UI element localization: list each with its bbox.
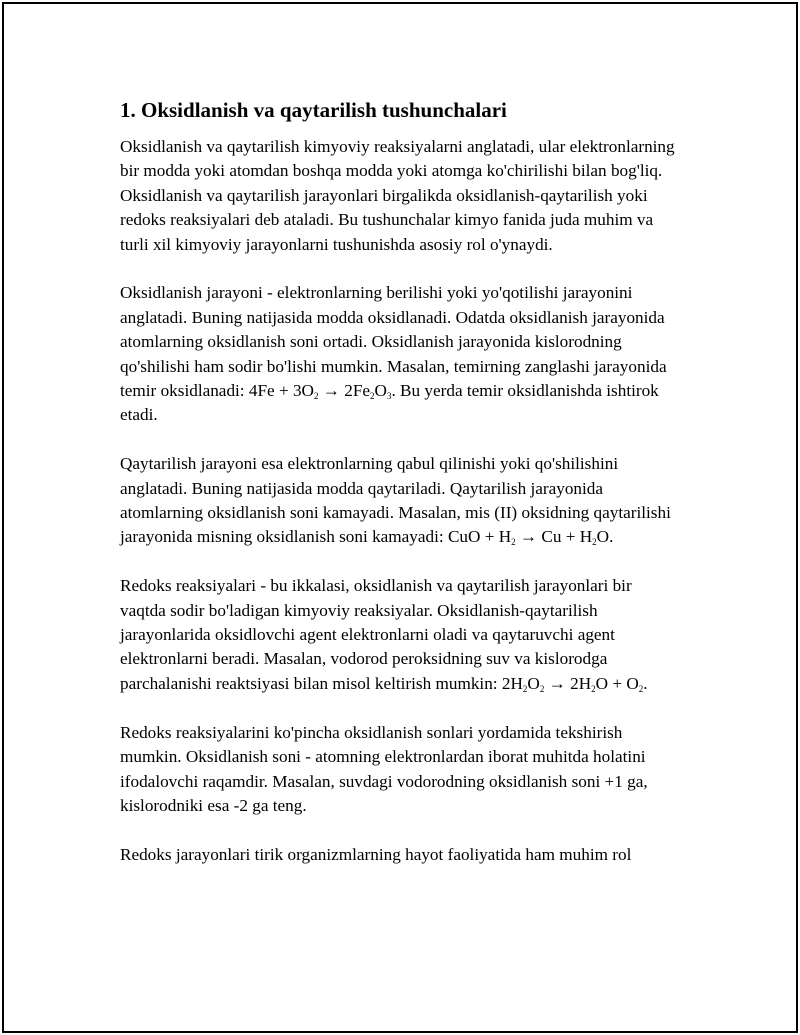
equation-part: O bbox=[527, 673, 540, 693]
paragraph-text: Oksidlanish jarayoni - elektronlarning berilishi yoki yo'qotilishi jarayonini anglatadi. Buning natijasida modda oksidlanadi. Odatda oksidlanish jarayonida atomlarning oksidlanish soni ortadi. Oksidlanish jarayonida kislorodning qo'shilishi ham sodir bo'lishi mumkin. Masalan, temirning zanglashi jarayonida temir oksidlanadi: bbox=[120, 283, 667, 401]
paragraph-oxidation bbox=[120, 281, 680, 427]
subscript: 2 bbox=[591, 683, 596, 694]
paragraph-redox bbox=[120, 574, 680, 696]
paragraph-oxidation-numbers: Redoks reaksiyalarini ko'pincha oksidlanish sonlari yordamida tekshirish mumkin. Oksidlanish soni - atomning elektronlardan iborat muhitda holatini ifodalovchi raqamdir. Masalan, suvdagi vodorodning oksidlanish soni +1 ga, kislorodniki esa -2 ga teng. bbox=[120, 722, 648, 815]
equation-part: CuO + H bbox=[447, 527, 512, 547]
subscript: 2 bbox=[522, 683, 528, 694]
paragraph-text: Qaytarilish jarayoni esa elektronlarning qabul qilinishi yoki qo'shilishini anglatadi. Buning natijasida modda qaytariladi. Qaytarilish jarayonida atomlarning oksidlanish soni kamayadi. Masalan, mis (II) oksidning qaytarilishi jarayonida misning oksidlanish soni kamayadi: bbox=[120, 454, 671, 547]
paragraph-text: Redoks reaksiyalari - bu ikkalasi, oksidlanish va qaytarilish jarayonlari bir vaqtda sodir bo'ladigan kimyoviy reaksiyalar. Oksidlanish-qaytarilish jarayonlarida oksidlovchi agent elektronlarni oladi va qaytaruvchi agent elektronlarni beradi. Masalan, vodorod peroksidning suv va kislorodga parchalanishi reaktsiyasi bilan misol keltirish mumkin: bbox=[120, 576, 632, 693]
paragraph-biology: Redoks jarayonlari tirik organizmlarning hayot faoliyatida ham muhim rol bbox=[120, 844, 632, 864]
equation-part: → 2H bbox=[544, 673, 592, 693]
paragraph-text: . bbox=[643, 673, 648, 693]
paragraph-intro: Oksidlanish va qaytarilish kimyoviy reaksiyalarni anglatadi, ular elektronlarning bir modda yoki atomdan boshqa modda yoki atomga ko'chirilishi bilan bog'liq. Oksidlanish va qaytarilish jarayonlari birgalikda oksidlanish-qaytarilish yoki redoks reaksiyalari deb ataladi. Bu tushunchalar kimyo fanida juda muhim va turli xil kimyoviy jarayonlarni tushunishda asosiy rol o'ynaydi. bbox=[120, 137, 675, 254]
equation-part: O + O bbox=[595, 673, 639, 693]
page-frame bbox=[2, 2, 798, 1033]
subscript: 2 bbox=[511, 537, 516, 548]
equation-part: 4Fe + 3O bbox=[248, 381, 314, 401]
subscript: 2 bbox=[539, 683, 545, 694]
paragraph-reduction bbox=[120, 452, 680, 550]
subscript: 2 bbox=[313, 391, 319, 402]
equation-part: 2H bbox=[501, 673, 523, 693]
subscript: 2 bbox=[638, 683, 644, 694]
document-body bbox=[120, 95, 680, 892]
equation-part: O bbox=[374, 381, 387, 401]
equation-part: → Cu + H bbox=[515, 527, 593, 547]
section-heading: 1. Oksidlanish va qaytarilish tushunchalari bbox=[120, 98, 507, 122]
paragraph-text: O. bbox=[596, 527, 614, 547]
subscript: 2 bbox=[592, 537, 597, 548]
paragraph-text: . Bu yerda temir oksidlanishda ishtirok etadi. bbox=[120, 381, 659, 425]
subscript: 3 bbox=[386, 391, 392, 402]
equation-part: → 2Fe bbox=[318, 381, 371, 401]
subscript: 2 bbox=[370, 391, 375, 402]
